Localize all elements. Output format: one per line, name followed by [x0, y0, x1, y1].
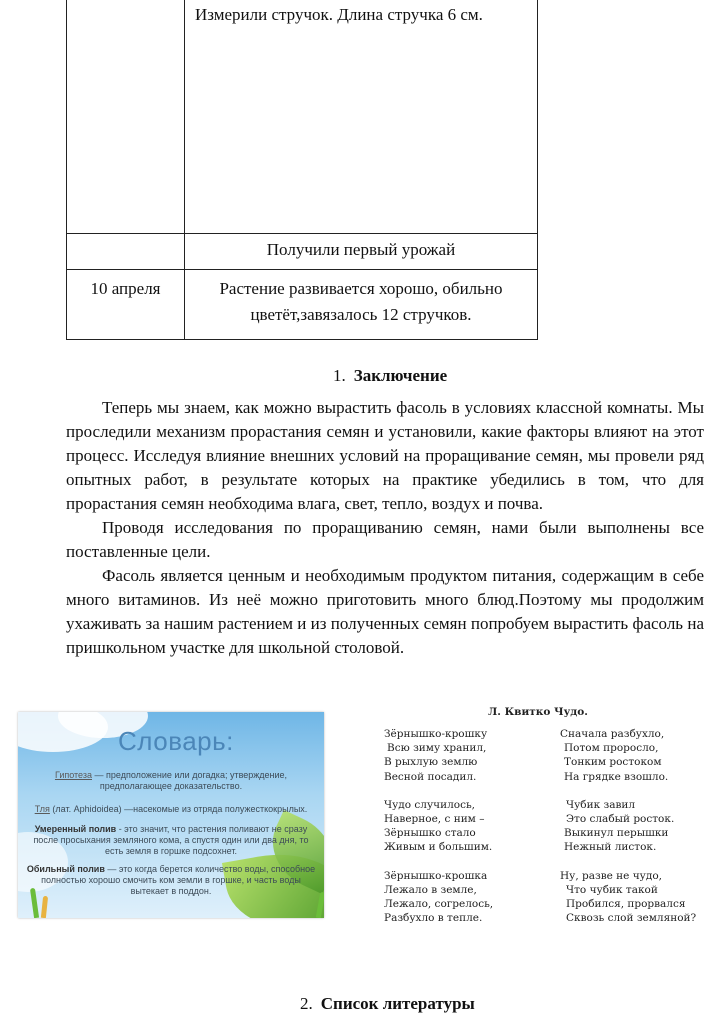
- section-title: Заключение: [353, 366, 448, 385]
- vocab-definition: — предположение или догадка; утверждение, предполагающее доказательство.: [92, 770, 288, 791]
- poem-line: Ну, разве не чудо,: [560, 869, 662, 882]
- vocab-item: [26, 864, 316, 897]
- poem-line: Зёрнышко-крошку: [384, 728, 488, 740]
- poem-line: Живым и большим.: [384, 841, 493, 854]
- section-title: Список литературы: [320, 994, 475, 1013]
- poem-line: В рыхлую землю: [384, 756, 478, 769]
- vocab-term: Умеренный полив: [34, 824, 117, 834]
- poem-line: Потом проросло,: [564, 742, 659, 755]
- poem-line: Лежало в земле,: [384, 883, 477, 896]
- poem-line: Зёрнышко стало: [384, 827, 476, 840]
- date-cell: [67, 233, 185, 269]
- poem-line: Выкинул перышки: [564, 827, 669, 840]
- stanza: [384, 869, 564, 926]
- vocab-item: [26, 770, 316, 792]
- poem-line: Лежало, согрелось,: [384, 898, 494, 911]
- vocab-item: [26, 824, 316, 857]
- stanza: [560, 798, 704, 855]
- stanza: [384, 798, 564, 855]
- table-row: [67, 233, 538, 269]
- poem-line: Наверное, с ним –: [384, 813, 485, 826]
- poem-line: Зёрнышко-крошка: [384, 869, 488, 882]
- vocab-definition: - это значит, что растения поливают не сразу после просыхания земляного кома, а спустя один или два дня, то есть земля в горшке подсохнет.: [33, 824, 309, 856]
- table-row: [67, 0, 538, 233]
- section-number: 2.: [300, 994, 313, 1013]
- slide-title: Словарь:: [118, 726, 234, 756]
- section-number: 1.: [333, 366, 346, 385]
- grass-shape: [41, 896, 48, 918]
- literature-heading: [300, 994, 475, 1014]
- poem-column-right: [560, 727, 704, 939]
- stanza: [384, 727, 564, 784]
- observation-cell: Измерили стручок. Длина стручка 6 см.: [185, 0, 538, 233]
- vocab-term: Тля: [34, 804, 50, 814]
- observation-cell: Получили первый урожай: [185, 233, 538, 269]
- poem-line: Чудо случилось,: [384, 798, 476, 811]
- poem-line: Это слабый росток.: [566, 813, 675, 826]
- poem-line: Сквозь слой земляной?: [566, 912, 697, 925]
- vocab-term: Гипотеза: [54, 770, 92, 780]
- poem-line: Весной посадил.: [384, 770, 477, 783]
- stanza: [560, 727, 704, 784]
- conclusion-text: [66, 396, 704, 660]
- vocab-item: [26, 804, 316, 815]
- stanza: [560, 869, 704, 926]
- date-cell: 10 апреля: [67, 269, 185, 339]
- vocab-definition: (лат. Aphidoidea) —насекомые из отряда полужесткокрылых.: [49, 804, 308, 814]
- date-cell: [67, 0, 185, 233]
- conclusion-heading: [333, 366, 447, 386]
- poem-line: На грядке взошло.: [564, 770, 669, 783]
- vocabulary-slide-image: [18, 712, 324, 918]
- poem-line: Пробился, прорвался: [566, 898, 686, 911]
- poem-title: Л. Квитко Чудо.: [488, 706, 588, 718]
- poem-column-left: [384, 727, 564, 939]
- observation-table: [66, 0, 538, 340]
- poem-line: Что чубик такой: [566, 883, 658, 896]
- vocab-definition: — это когда берется количество воды, способное полностью хорошо смочить ком земли в горшке, и часть воды вытекает в поддон.: [41, 864, 316, 896]
- poem-line: Нежный листок.: [564, 841, 657, 854]
- vocab-term: Обильный полив: [26, 864, 105, 874]
- paragraph: Теперь мы знаем, как можно вырастить фасоль в условиях классной комнаты. Мы проследили механизм прорастания семян и установили, какие факторы влияют на этот процесс. Исследуя влияние внешних условий на проращивание семян, мы провели ряд опытных работ, в результате которых на практике убедились в том, что для прорастания семян необходима влага, свет, тепло, воздух и почва.: [66, 398, 704, 513]
- paragraph: Проводя исследования по проращиванию семян, нами были выполнены все поставленные цели.: [66, 518, 704, 561]
- poem-line: Разбухло в тепле.: [384, 912, 483, 925]
- poem-line: Чубик завил: [566, 798, 636, 811]
- table-row: [67, 269, 538, 339]
- poem-line: Всю зиму хранил,: [387, 742, 487, 755]
- poem-line: Тонким ростоком: [564, 756, 662, 769]
- observation-cell: Растение развивается хорошо, обильно цветёт,завязалось 12 стручков.: [185, 269, 538, 339]
- poem-line: Сначала разбухло,: [560, 728, 665, 740]
- paragraph: Фасоль является ценным и необходимым продуктом питания, содержащим в себе много витаминов. Из неё можно приготовить много блюд.Поэтому мы продолжим ухаживать за нашим растением и из полученных семян попробуем вырастить фасоль на пришкольном участке для школьной столовой.: [66, 566, 704, 657]
